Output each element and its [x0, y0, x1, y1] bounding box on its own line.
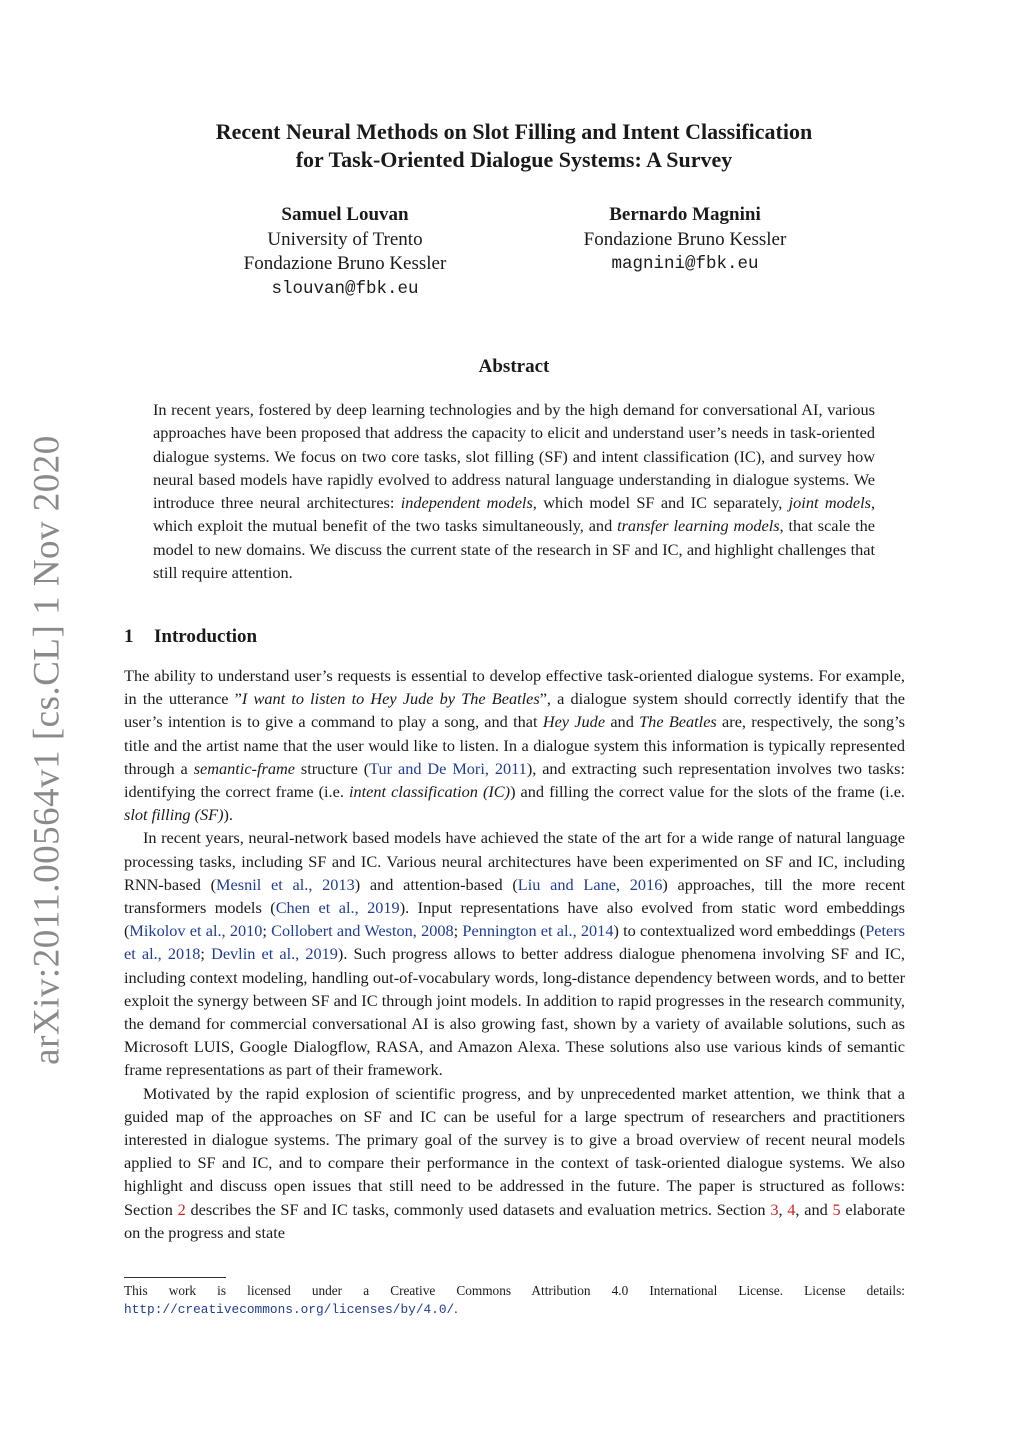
author-affiliation: Fondazione Bruno Kessler	[243, 253, 447, 274]
author-affiliation: University of Trento	[267, 228, 423, 250]
text: ;	[262, 921, 272, 941]
paragraph	[124, 1082, 905, 1244]
text: describes the SF and IC tasks, commonly used datasets and evaluation metrics. Section	[185, 1199, 771, 1219]
footnote-divider	[124, 1277, 226, 1278]
abstract-text: , that scale the model to new domains. We discuss the current state of the research in SF and IC, and highlight challenges that still require attention.	[153, 516, 876, 583]
author-name: Bernardo Magnini	[609, 204, 761, 225]
text: ”, a dialogue system should correctly identify that the user’s intention is to give a command to play a song, and that	[124, 689, 906, 732]
emphasis: intent classification (IC)	[348, 782, 511, 802]
citation-link[interactable]: Devlin et al., 2019	[211, 944, 338, 964]
abstract-text: , which model SF and IC separately,	[532, 493, 789, 513]
paper-title	[124, 118, 904, 174]
text: ;	[200, 944, 212, 964]
text: are, respectively, the song’s title and the artist name that the user would like to listen. In a dialogue system this information is typically represented through a	[124, 712, 906, 778]
abstract-emphasis: joint models	[788, 493, 871, 513]
section-ref-link[interactable]: 5	[832, 1199, 841, 1219]
emphasis: I want to listen to Hey Jude by The Beatles	[241, 689, 540, 709]
section-ref-link[interactable]: 2	[177, 1199, 186, 1219]
arxiv-stamp-text: arXiv:2011.00564v1 [cs.CL] 1 Nov 2020	[26, 435, 68, 1065]
abstract-heading: Abstract	[478, 356, 550, 377]
citation-link[interactable]: Tur and De Mori, 2011	[369, 758, 527, 778]
emphasis: slot filling (SF)	[124, 805, 224, 825]
section-ref-link[interactable]: 4	[787, 1199, 796, 1219]
text: The ability to understand user’s requests is essential to develop effective task-oriented dialogue systems. For example, in the utterance ”	[124, 666, 905, 709]
arxiv-stamp	[22, 435, 72, 1065]
section-heading	[124, 626, 257, 648]
abstract-text: In recent years, fostered by deep learning technologies and by the high demand for conversational AI, various approaches have been proposed that address the capacity to elicit and understand user’s needs in task-oriented dialogue systems. We focus on two core tasks, slot filling (SF) and intent classification (IC), and survey how neural based models have rapidly evolved to address natural language understanding in dialogue systems. We introduce three neural architectures:	[153, 400, 875, 513]
paragraph	[124, 826, 905, 1081]
emphasis: Hey Jude	[542, 712, 606, 732]
footnote-text: This work is licensed under a Creative Commons Attribution 4.0 International License. License details:	[124, 1283, 905, 1298]
author-email[interactable]: slouvan@fbk.eu	[271, 278, 419, 299]
author-name: Samuel Louvan	[281, 204, 409, 225]
abstract-text: , which exploit the mutual benefit of the two tasks simultaneously, and	[153, 493, 876, 536]
text: , and	[795, 1199, 833, 1219]
abstract-emphasis: transfer learning models	[617, 516, 780, 536]
footnote	[124, 1282, 905, 1319]
introduction-body	[124, 664, 905, 1244]
citation-link[interactable]: Peters et al., 2018	[124, 921, 905, 964]
text: ) to contextualized word embeddings (	[613, 921, 866, 941]
title-line-1: Recent Neural Methods on Slot Filling and Intent Classification	[215, 119, 813, 144]
abstract-body	[153, 398, 875, 584]
text: Motivated by the rapid explosion of scientific progress, and by unprecedented market attention, we think that a guided map of the approaches on SF and IC can be useful for a large spectrum of researchers and practitioners interested in dialogue systems. The primary goal of the survey is to give a broad overview of recent neural models applied to SF and IC, and to compare their performance in the context of task-oriented dialogue systems. We also highlight and discuss open issues that still need to be addressed in the future. The paper is structured as follows: Section	[124, 1083, 905, 1219]
author-block-1	[215, 203, 475, 301]
emphasis: The Beatles	[639, 712, 717, 732]
text: In recent years, neural-network based models have achieved the state of the art for a wide range of natural language processing tasks, including SF and IC. Various neural architectures have been experimented on SF and IC, including RNN-based (	[124, 828, 905, 894]
citation-link[interactable]: Collobert and Weston, 2008	[271, 921, 454, 941]
text: ) and filling the correct value for the slots of the frame (i.e.	[510, 782, 905, 802]
text: ) approaches, till the more recent transformers models (	[124, 874, 906, 918]
text: ), and extracting such representation involves two tasks: identifying the correct frame (i.e.	[124, 758, 905, 802]
citation-link[interactable]: Chen et al., 2019	[275, 898, 400, 918]
section-ref-link[interactable]: 3	[770, 1199, 779, 1219]
emphasis: semantic-frame	[193, 758, 295, 778]
section-number: 1	[124, 626, 134, 647]
author-email[interactable]: magnini@fbk.eu	[611, 254, 759, 274]
text: ;	[453, 921, 463, 941]
citation-link[interactable]: Mikolov et al., 2010	[129, 921, 263, 941]
title-line-2: for Task-Oriented Dialogue Systems: A Survey	[295, 147, 733, 172]
text: elaborate on the progress and state	[124, 1199, 906, 1242]
citation-link[interactable]: Liu and Lane, 2016	[517, 874, 663, 894]
paragraph	[124, 664, 905, 826]
section-title: Introduction	[154, 626, 258, 647]
text: ).	[223, 805, 233, 825]
author-affiliation: Fondazione Bruno Kessler	[583, 228, 787, 250]
citation-link[interactable]: Pennington et al., 2014	[462, 921, 614, 941]
footnote-text: .	[454, 1301, 458, 1316]
author-block-2	[555, 203, 815, 277]
abstract-emphasis: independent models	[400, 493, 533, 513]
license-link[interactable]: http://creativecommons.org/licenses/by/4.0/	[124, 1302, 455, 1317]
text: ) and attention-based (	[354, 874, 518, 894]
text: ). Such progress allows to better address dialogue phenomena involving SF and IC, including context modeling, handling out-of-vocabulary words, long-distance dependency between words, and to better exploit the synergy between SF and IC through joint models. In addition to rapid progresses in the research community, the demand for commercial conversational AI is also growing fast, shown by a variety of available solutions, such as Microsoft LUIS, Google Dialogflow, RASA, and Amazon Alexa. These solutions also use various kinds of semantic frame representations as part of their framework.	[124, 944, 905, 1080]
text: ). Input representations have also evolved from static word embeddings (	[124, 898, 906, 941]
text: ,	[778, 1199, 788, 1219]
text: structure (	[294, 758, 370, 778]
citation-link[interactable]: Mesnil et al., 2013	[216, 874, 355, 894]
text: and	[605, 712, 640, 732]
